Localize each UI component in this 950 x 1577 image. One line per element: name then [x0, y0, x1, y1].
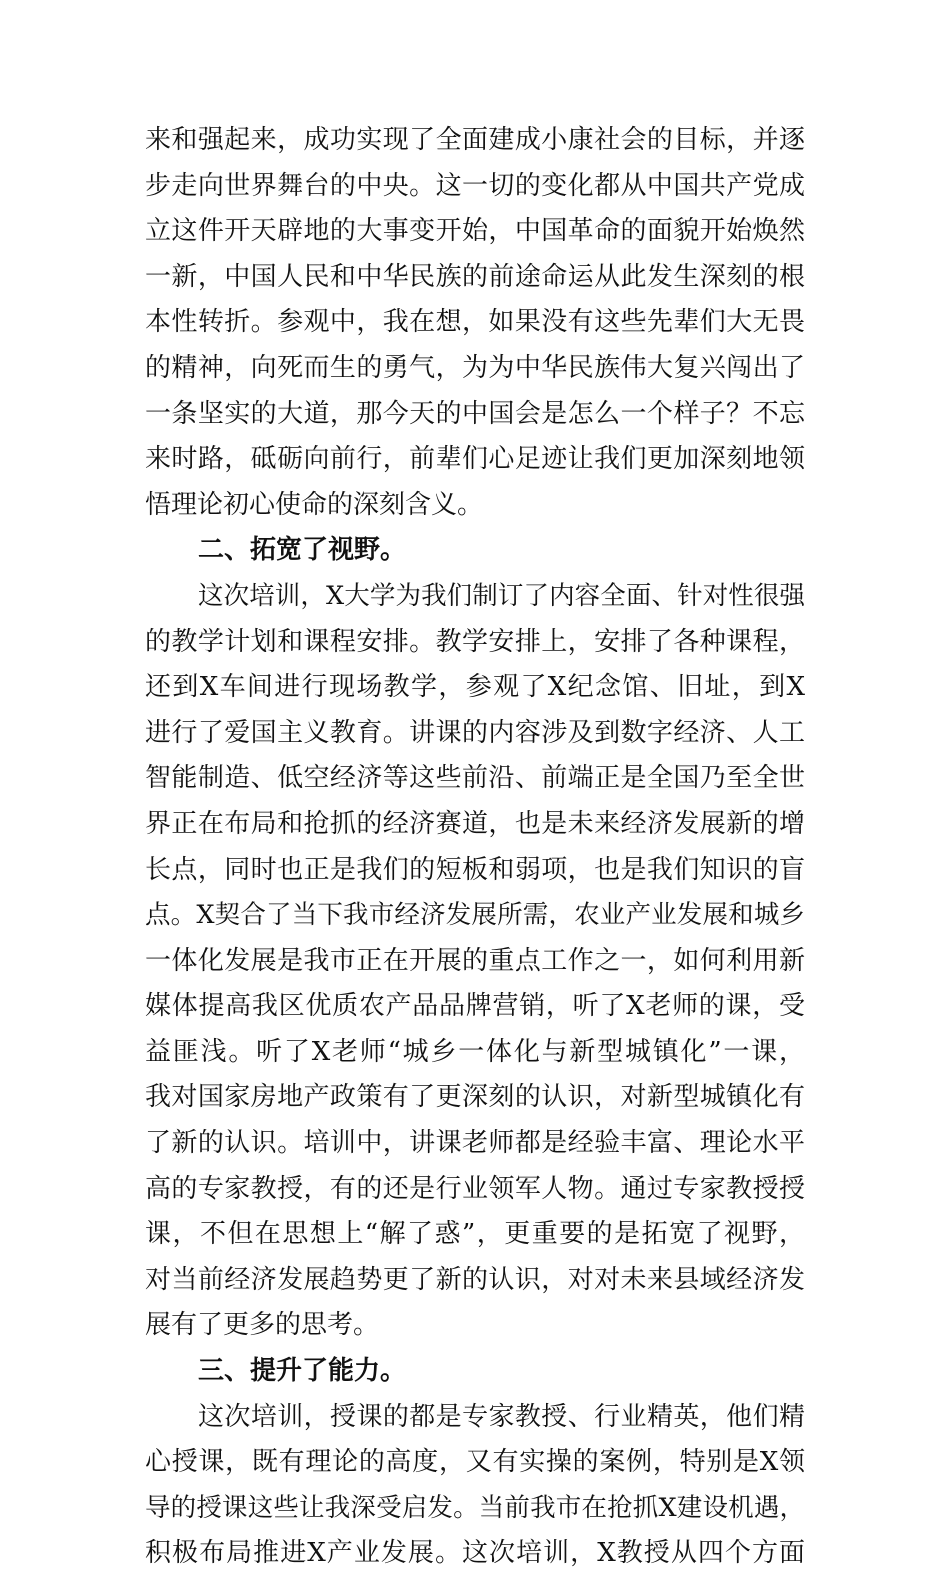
text-line: 还到X车间进行现场教学，参观了X纪念馆、旧址，到X: [145, 672, 805, 703]
text-line: 我对国家房地产政策有了更深刻的认识，对新型城镇化有: [145, 1082, 805, 1113]
text-line: 高的专家教授，有的还是行业领军人物。通过专家教授授: [145, 1173, 805, 1204]
text-line: 的教学计划和课程安排。教学安排上，安排了各种课程，: [145, 626, 805, 657]
text-line: 来时路，砥砺向前行，前辈们心足迹让我们更加深刻地领: [145, 444, 805, 475]
text-line: 本性转折。参观中，我在想，如果没有这些先辈们大无畏: [145, 307, 805, 338]
text-line: 一新，中国人民和中华民族的前途命运从此发生深刻的根: [145, 261, 805, 292]
text-line: 点。X契合了当下我市经济发展所需，农业产业发展和城乡: [145, 900, 805, 931]
text-line: 智能制造、低空经济等这些前沿、前端正是全国乃至全世: [145, 763, 805, 794]
text-line: 的精神，向死而生的勇气，为为中华民族伟大复兴闯出了: [145, 352, 805, 383]
text-line: 步走向世界舞台的中央。这一切的变化都从中国共产党成: [145, 170, 805, 201]
text-line: 悟理论初心使命的深刻含义。: [145, 489, 484, 520]
text-line: 对当前经济发展趋势更了新的认识，对对未来县域经济发: [145, 1264, 805, 1295]
text-line: 展有了更多的思考。: [145, 1310, 380, 1341]
text-line: 这次培训，X大学为我们制订了内容全面、针对性很强: [198, 580, 805, 611]
section-heading-3: 三、提升了能力。: [198, 1356, 407, 1387]
paragraph-1: [145, 118, 805, 528]
document-page: [145, 118, 805, 1577]
text-line: 立这件开天辟地的大事变开始，中国革命的面貌开始焕然: [145, 216, 805, 247]
text-line: 益匪浅。听了X老师“城乡一体化与新型城镇化”一课，: [145, 1036, 805, 1067]
text-line: 一条坚实的大道，那今天的中国会是怎么一个样子？不忘: [145, 398, 805, 429]
text-line: 媒体提高我区优质农产品品牌营销，听了X老师的课，受: [145, 991, 805, 1022]
text-line: 课，不但在思想上“解了惑”，更重要的是拓宽了视野，: [145, 1219, 805, 1250]
text-line: 积极布局推进X产业发展。这次培训，X教授从四个方面: [145, 1538, 805, 1569]
text-line: 来和强起来，成功实现了全面建成小康社会的目标，并逐: [145, 125, 805, 155]
text-line: 长点，同时也正是我们的短板和弱项，也是我们知识的盲: [145, 854, 805, 885]
text-line: 导的授课这些让我深受启发。当前我市在抢抓X建设机遇，: [145, 1492, 805, 1523]
text-line: 界正在布局和抢抓的经济赛道，也是未来经济发展新的增: [145, 808, 805, 839]
text-line: 进行了爱国主义教育。讲课的内容涉及到数字经济、人工: [145, 717, 805, 748]
text-line: 了新的认识。培训中，讲课老师都是经验丰富、理论水平: [145, 1128, 805, 1159]
section-heading-2: 二、拓宽了视野。: [198, 535, 407, 566]
text-line: 一体化发展是我市正在开展的重点工作之一，如何利用新: [145, 945, 805, 976]
text-line: 心授课，既有理论的高度，又有实操的案例，特别是X领: [145, 1447, 805, 1478]
paragraph-2: [145, 574, 805, 1349]
text-line: 这次培训，授课的都是专家教授、行业精英，他们精: [198, 1401, 805, 1432]
paragraph-3: [145, 1395, 805, 1577]
